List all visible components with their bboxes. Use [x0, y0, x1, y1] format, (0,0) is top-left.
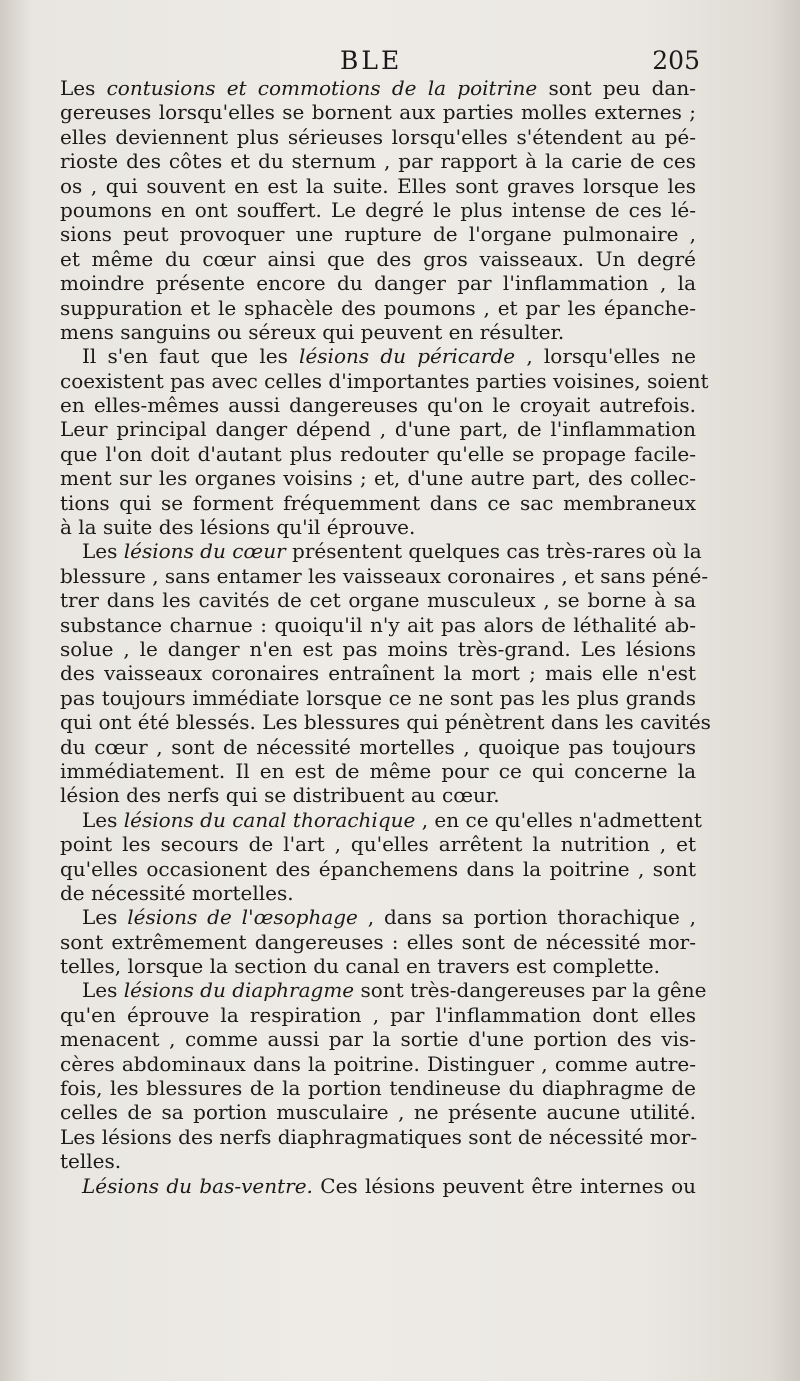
text-line [60, 1076, 696, 1100]
text-run: des vaisseaux coronaires entraînent la mort ; mais elle n'est [60, 661, 696, 686]
text-line [60, 783, 696, 807]
text-run: que l'on doit d'autant plus redouter qu'elle se propage facile- [60, 441, 696, 466]
text-line [60, 930, 696, 954]
italic-text-run: Lésions du bas-ventre. [82, 1173, 313, 1198]
text-line [60, 491, 696, 515]
text-line [60, 686, 696, 710]
text-run: mens sanguins ou séreux qui peuvent en résulter. [60, 319, 565, 344]
text-line [60, 296, 696, 320]
italic-text-run: lésions du cœur [123, 539, 286, 564]
text-line [60, 539, 702, 564]
page-header [0, 44, 800, 80]
text-run: cères abdominaux dans la poitrine. Distinguer , comme autre- [60, 1051, 696, 1076]
text-run: solue , le danger n'en est pas moins très-grand. Les lésions [60, 636, 696, 661]
text-line [60, 637, 696, 661]
text-run: ment sur les organes voisins ; et, d'une autre part, des collec- [60, 466, 696, 491]
text-line [60, 1149, 696, 1173]
text-line [60, 417, 696, 441]
text-line [60, 100, 696, 124]
page-number: 205 [652, 46, 700, 75]
page-body-text [60, 76, 711, 1198]
text-run: Les [82, 978, 124, 1003]
text-run: , lorsqu'elles ne [515, 344, 696, 369]
text-line [60, 1052, 696, 1076]
text-run: , en ce qu'elles n'admettent [415, 807, 702, 832]
text-run: , dans sa portion thorachique , [357, 905, 697, 930]
text-run: sont peu dan- [537, 76, 696, 100]
text-run: elles deviennent plus sérieuses lorsqu'elles s'étendent au pé- [60, 124, 696, 149]
text-line [60, 1003, 696, 1027]
text-line [60, 320, 696, 344]
text-run: Les [82, 905, 128, 930]
text-run: sont extrêmement dangereuses : elles sont de nécessité mor- [60, 929, 696, 954]
text-run: Les [60, 76, 107, 100]
text-line [60, 613, 696, 637]
text-run: fois, les blessures de la portion tendineuse du diaphragme de [60, 1076, 696, 1101]
text-line [60, 563, 709, 588]
italic-text-run: lésions du canal thorachique [123, 807, 416, 832]
text-line [60, 1100, 696, 1124]
text-run: sions peut provoquer une rupture de l'organe pulmonaire , [60, 222, 696, 247]
text-run: qui ont été blessés. Les blessures qui pénètrent dans les cavités [60, 710, 711, 735]
text-run: à la suite des lésions qu'il éprouve. [60, 515, 416, 540]
italic-text-run: lésions du diaphragme [123, 978, 355, 1003]
text-run: Les lésions des nerfs diaphragmatiques sont de nécessité mor- [60, 1124, 698, 1149]
text-line [60, 905, 696, 929]
text-line [60, 832, 696, 856]
page-edge-shadow [770, 0, 800, 1381]
text-line [60, 344, 696, 368]
text-line [60, 1027, 696, 1051]
text-line [60, 222, 696, 246]
text-run: telles. [60, 1149, 122, 1174]
text-run: moindre présente encore du danger par l'inflammation , la [60, 271, 696, 296]
italic-text-run: lésions de l'œsophage [127, 905, 358, 930]
text-line [60, 954, 696, 978]
text-line [60, 149, 696, 173]
text-run: de nécessité mortelles. [60, 880, 294, 905]
text-run: rioste des côtes et du sternum , par rapport à la carie de ces [60, 149, 696, 174]
text-line [60, 515, 696, 539]
text-run: et même du cœur ainsi que des gros vaisseaux. Un degré [60, 246, 696, 271]
text-line [60, 759, 696, 783]
text-run: qu'en éprouve la respiration , par l'inflammation dont elles [60, 1002, 696, 1027]
text-line [60, 710, 711, 735]
text-run: point les secours de l'art , qu'elles arrêtent la nutrition , et [60, 832, 696, 857]
text-line [60, 368, 709, 393]
text-run: gereuses lorsqu'elles se bornent aux parties molles externes ; [60, 100, 696, 125]
text-line [60, 807, 702, 832]
text-run: du cœur , sont de nécessité mortelles , quoique pas toujours [60, 734, 696, 759]
text-run: Leur principal danger dépend , d'une part, de l'inflammation [60, 417, 696, 442]
text-run: poumons en ont souffert. Le degré le plus intense de ces lé- [60, 197, 696, 222]
text-run: substance charnue : quoiqu'il n'y ait pas alors de léthalité ab- [60, 612, 696, 637]
text-line [60, 247, 696, 271]
text-line [60, 198, 696, 222]
text-run: os , qui souvent en est la suite. Elles sont graves lorsque les [60, 173, 696, 198]
text-run: tions qui se forment fréquemment dans ce sac membraneux [60, 490, 696, 515]
text-run: sont très-dangereuses par la gêne [354, 978, 707, 1003]
text-line [60, 1125, 696, 1149]
text-line [60, 588, 696, 612]
text-run: Ces lésions peuvent être internes ou [312, 1173, 696, 1198]
text-run: Les [82, 539, 124, 564]
text-run: pas toujours immédiate lorsque ce ne sont pas les plus grands [60, 685, 696, 710]
text-run: Les [82, 807, 124, 832]
text-line [60, 1174, 696, 1198]
text-run: celles de sa portion musculaire , ne présente aucune utilité. [60, 1100, 696, 1125]
text-run: trer dans les cavités de cet organe musculeux , se borne à sa [60, 588, 696, 613]
text-line [60, 442, 696, 466]
text-run: Il s'en faut que les [82, 344, 300, 369]
text-run: en elles-mêmes aussi dangereuses qu'on le croyait autrefois. [60, 393, 696, 418]
text-line [60, 881, 696, 905]
text-run: menacent , comme aussi par la sortie d'une portion des vis- [60, 1027, 696, 1052]
text-line [60, 174, 696, 198]
running-title: BLE [340, 46, 403, 75]
text-line [60, 857, 696, 881]
italic-text-run: lésions du péricarde [299, 344, 516, 369]
text-run: coexistent pas avec celles d'importantes parties voisines, soient [60, 368, 709, 393]
text-line [60, 466, 696, 490]
italic-text-run: contusions et commotions de la poitrine [106, 76, 538, 100]
text-line [60, 735, 696, 759]
text-run: telles, lorsque la section du canal en travers est complette. [60, 954, 660, 979]
text-run: présentent quelques cas très-rares où la [285, 539, 702, 564]
text-line [60, 393, 696, 417]
text-run: qu'elles occasionent des épanchemens dans la poitrine , sont [60, 856, 696, 881]
text-run: suppuration et le sphacèle des poumons , et par les épanche- [60, 295, 696, 320]
text-line [60, 978, 707, 1003]
text-run: immédiatement. Il en est de même pour ce qui concerne la [60, 758, 696, 783]
text-line [60, 271, 696, 295]
text-line [60, 125, 696, 149]
text-run: lésion des nerfs qui se distribuent au cœur. [60, 783, 500, 808]
text-line [60, 661, 696, 685]
text-line [60, 76, 696, 100]
text-run: blessure , sans entamer les vaisseaux coronaires , et sans péné- [60, 563, 709, 588]
